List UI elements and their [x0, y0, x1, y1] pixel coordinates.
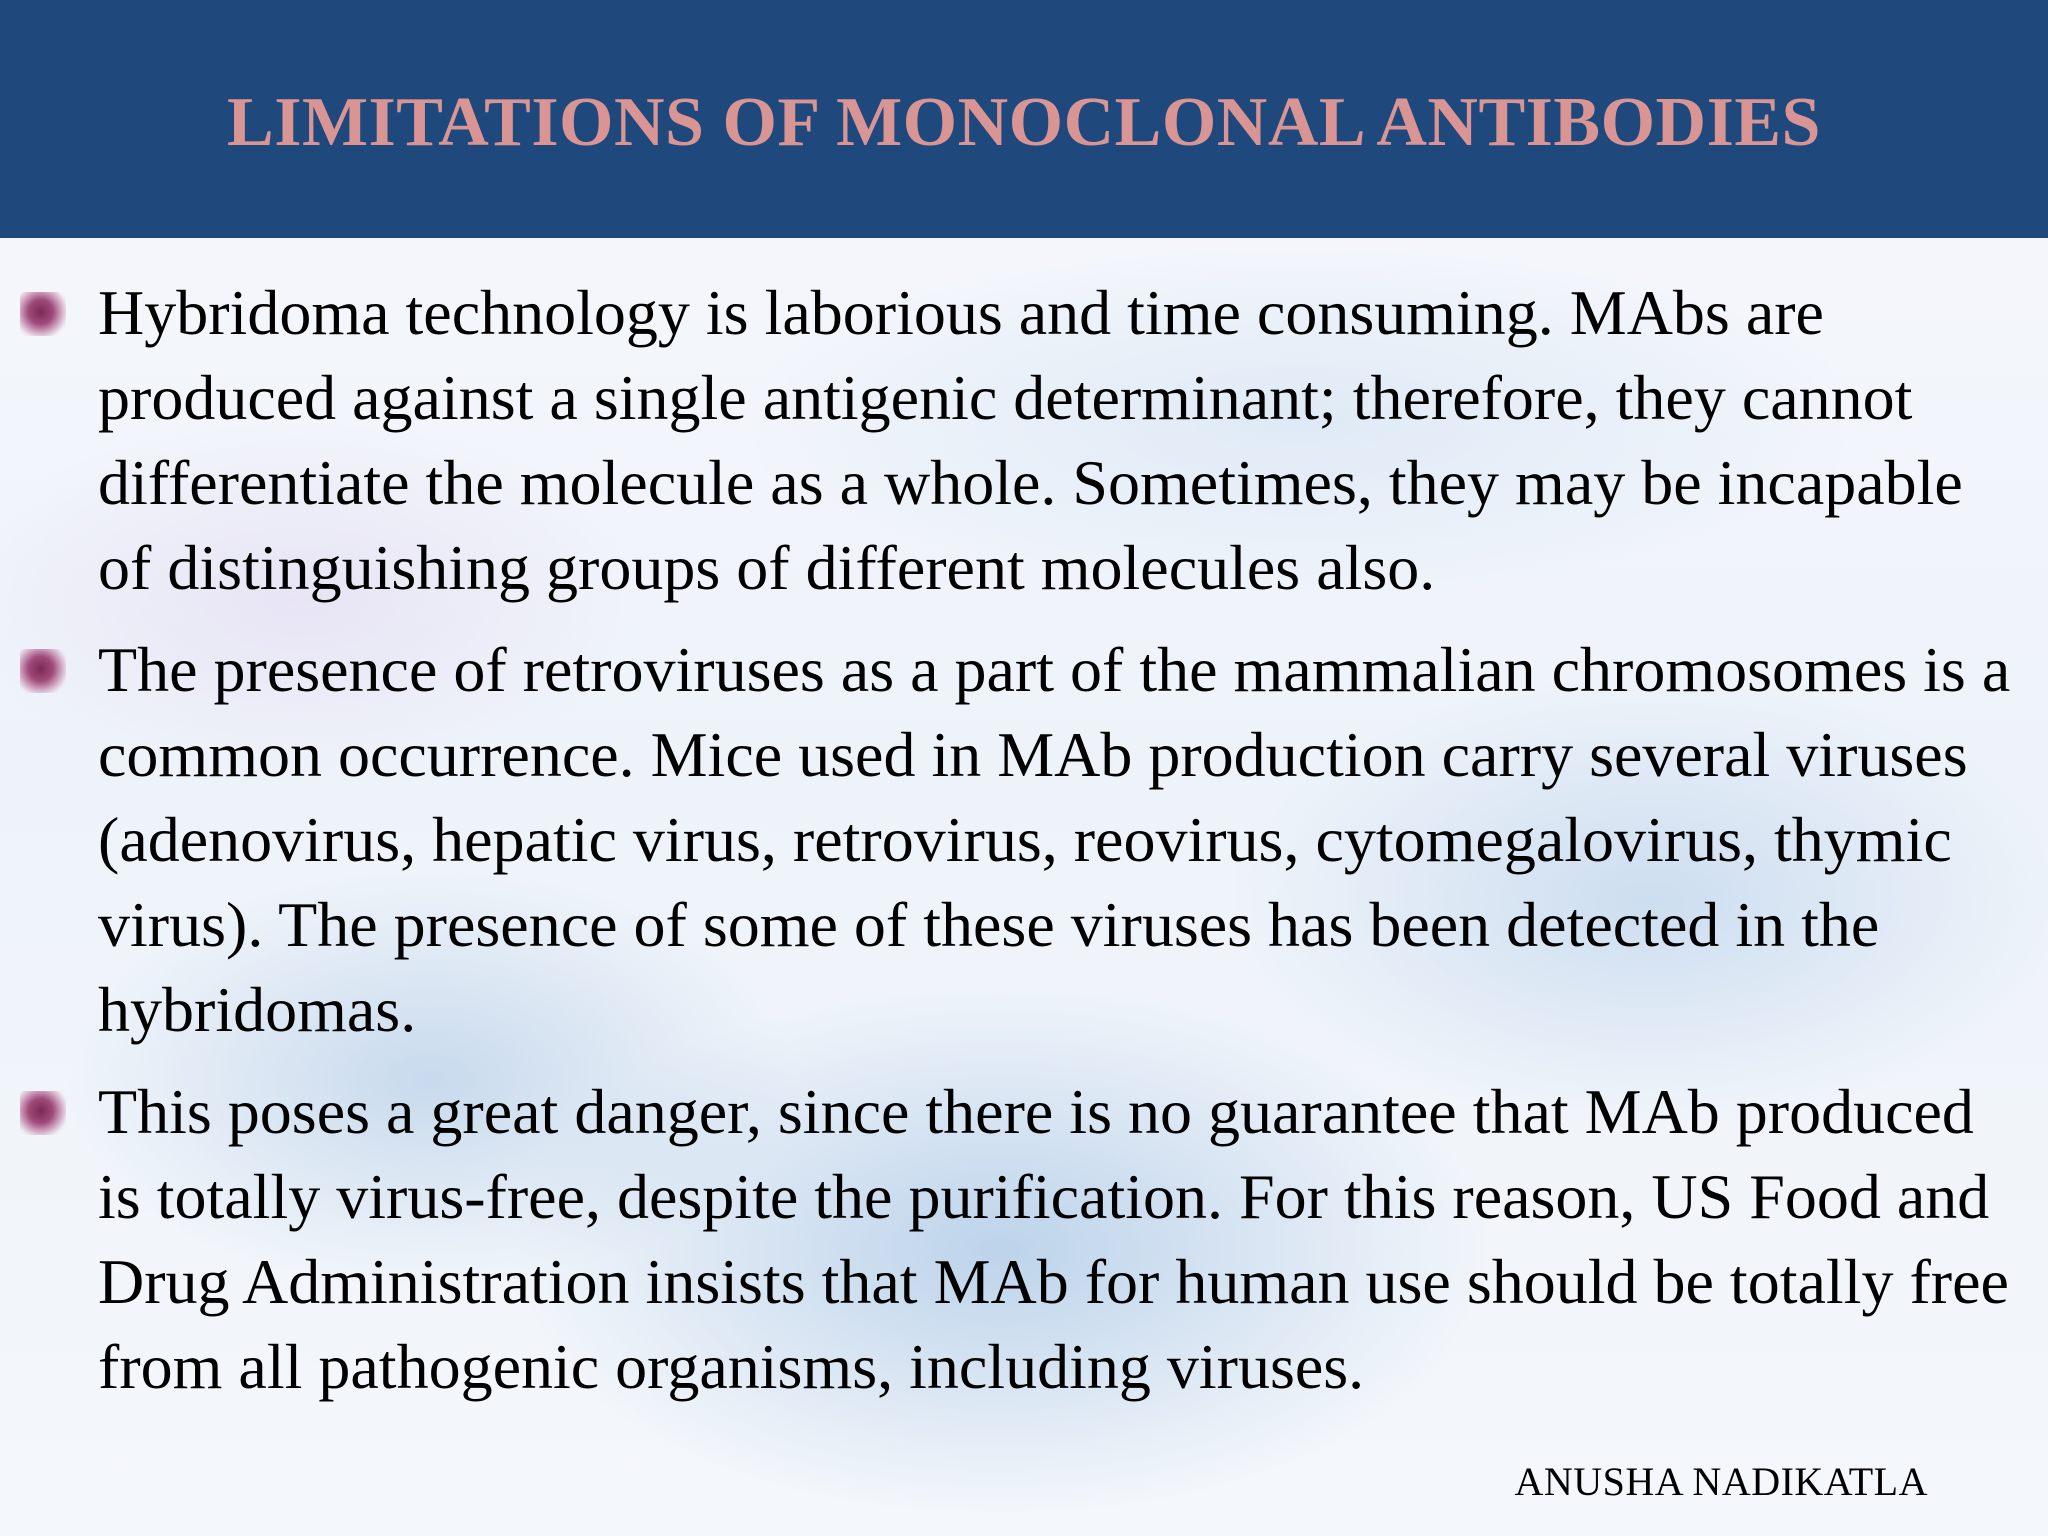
square-bullet-icon: [20, 292, 66, 336]
title-bar: [0, 0, 2048, 238]
bullet-item: [0, 270, 2048, 610]
square-bullet-icon: [20, 1091, 66, 1135]
slide-title: LIMITATIONS OF MONOCLONAL ANTIBODIES: [227, 84, 1821, 161]
bullet-text: Hybridoma technology is laborious and time consuming. MAbs are produced against a single antigenic determinant; therefore, they cannot differentiate the molecule as a whole. Sometimes, they may be incapable of distinguishing groups of different molecules also.: [98, 277, 1963, 603]
square-bullet-icon: [20, 649, 66, 693]
bullet-text: This poses a great danger, since there is no guarantee that MAb produced is totally virus-free, despite the purification. For this reason, US Food and Drug Administration insists that MAb for human use should be totally free from all pathogenic organisms, including viruses.: [98, 1076, 2009, 1402]
bullet-text: The presence of retroviruses as a part of the mammalian chromosomes is a common occurrence. Mice used in MAb production carry several viruses (adenovirus, hepatic virus, retrovirus, reovirus, cytomegalovirus, thymic virus). The presence of some of these viruses has been detected in the hybridomas.: [98, 634, 2011, 1045]
bullet-list: [0, 270, 2048, 1426]
bullet-item: [0, 627, 2048, 1052]
author-footer: ANUSHA NADIKATLA: [1514, 1459, 1928, 1504]
bullet-item: [0, 1069, 2048, 1409]
